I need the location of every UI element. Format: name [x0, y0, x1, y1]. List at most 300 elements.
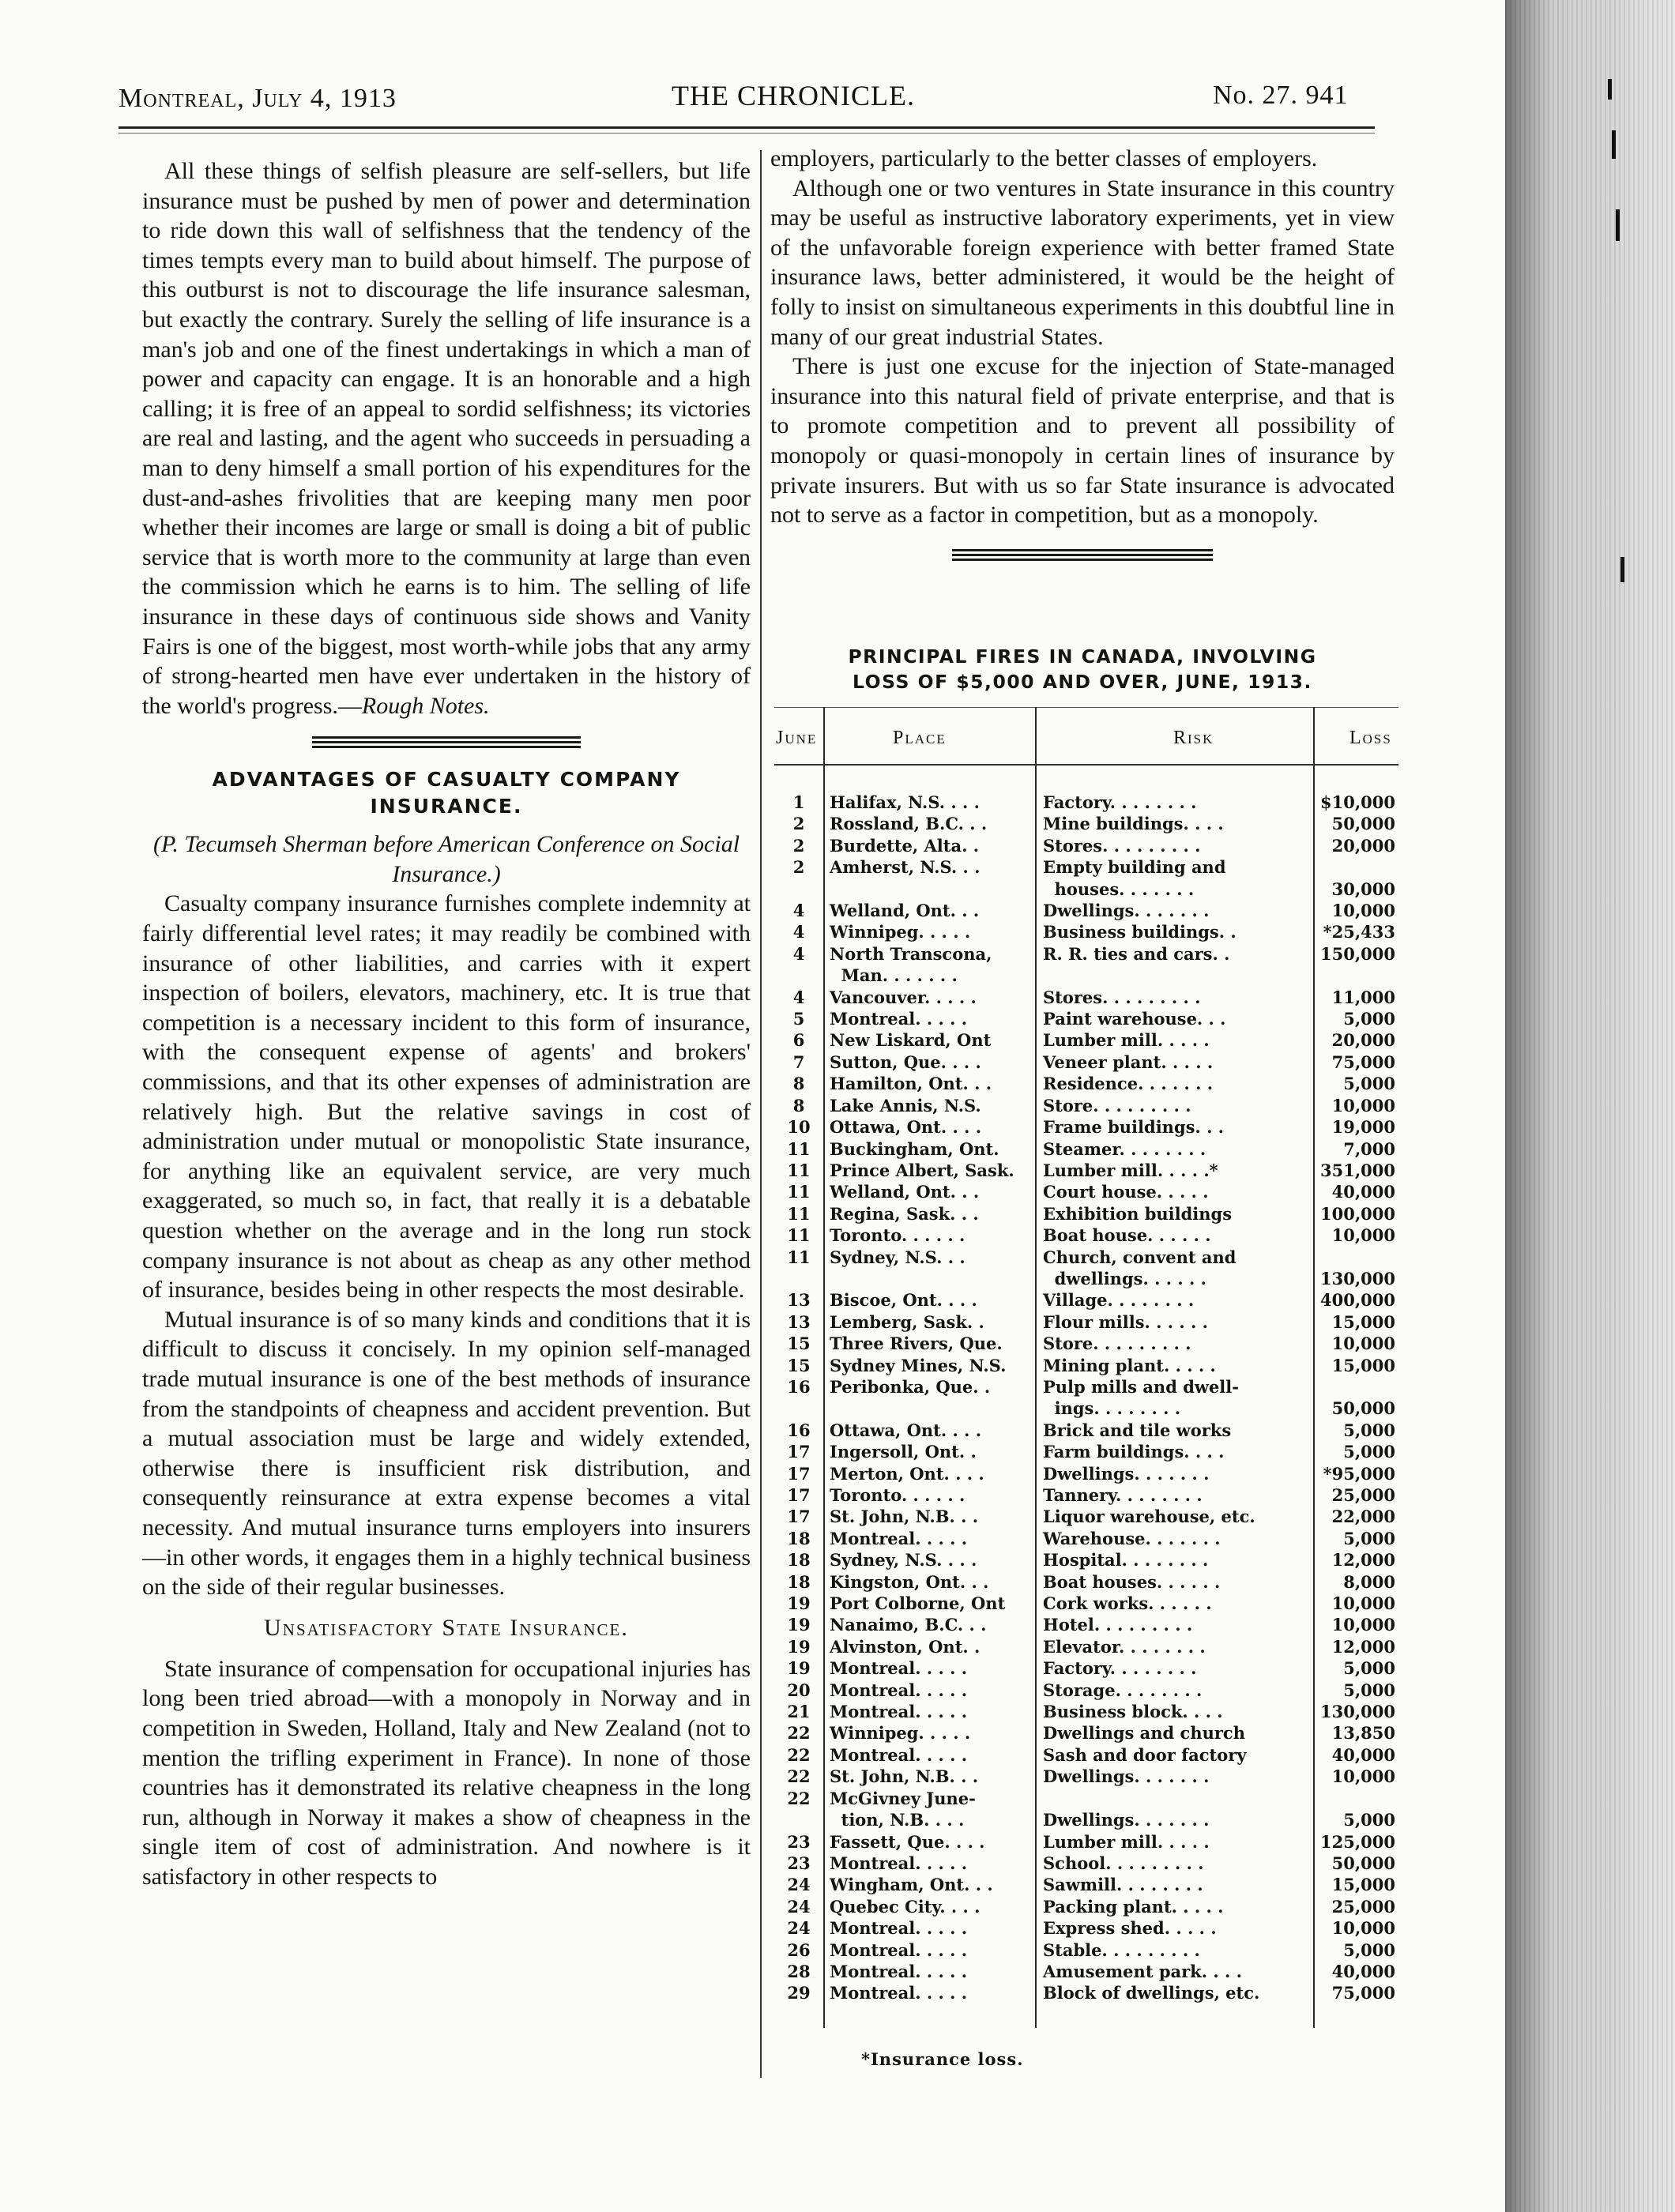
cell-june: 19 — [787, 1593, 811, 1614]
cell-loss: 5,000 — [1343, 1939, 1395, 1960]
cell-place: Montreal. . . . . — [830, 1853, 968, 1873]
cell-june: 21 — [787, 1702, 811, 1722]
cell-risk: Business block. . . . — [1043, 1702, 1223, 1722]
cell-june: 26 — [787, 1939, 811, 1960]
cell-place: Montreal. . . . . — [830, 1918, 968, 1939]
cell-june: 13 — [787, 1311, 811, 1332]
cell-place: Quebec City. . . . — [830, 1896, 981, 1917]
cell-place: Montreal. . . . . — [830, 1983, 968, 2003]
cell-place: Lake Annis, N.S. — [830, 1095, 981, 1115]
cell-june: 1 — [792, 792, 805, 812]
cell-place: tion, N.B. . . . — [830, 1810, 965, 1830]
cell-place: Welland, Ont. . . — [830, 901, 980, 921]
table-row — [774, 856, 1398, 878]
cell-loss: 50,000 — [1331, 1398, 1395, 1419]
table-header-rule — [774, 764, 1398, 766]
cell-place: Kingston, Ont. . . — [830, 1571, 989, 1592]
page-header — [119, 77, 1375, 125]
table-row — [774, 1766, 1398, 1787]
cell-loss: 150,000 — [1320, 943, 1395, 964]
cell-june: 2 — [792, 814, 805, 834]
table-row — [774, 1160, 1398, 1181]
table-row — [774, 1073, 1398, 1094]
table-row — [774, 965, 1398, 986]
article-paragraph-1: Casualty company insurance furnishes complete indemnity at fairly differential level rates; it may readily be combined with insurance of other liabilities, and carries with it expert inspection of boilers, elevators, machinery, etc. It is true that competition is a necessary incident to this form of insurance, with the consequent expense of agents' and brokers' commissions, and that its other expenses of administration are relatively high. But the relative savings in cost of administration under mutual or monopolistic State insurance, for anything like an equivalent service, are very much exaggerated, so much so, in fact, that really it is a debatable question whether on the average and in the long run stock company insurance is not about as cheap as any other method of insurance, besides being in other respects the most desirable. — [142, 890, 751, 1304]
cell-place: Fassett, Que. . . . — [830, 1831, 985, 1852]
header-rule-thin — [119, 133, 1375, 134]
table-header-place: Place — [893, 728, 947, 748]
cell-june: 2 — [792, 835, 805, 856]
cell-risk: Factory. . . . . . . . — [1043, 1658, 1197, 1679]
article-paragraph-5: There is just one excuse for the injection of State-managed insurance into this natural field of private enterprise, and that is to promote competition and to prevent all possibility of monopoly or quasi-monopoly in certain lines of insurance by private insurers. But with us so far State insurance is advocated not to serve as a factor in competition, but as a monopoly. — [770, 353, 1395, 529]
table-row — [774, 1333, 1398, 1354]
table-row — [774, 1008, 1398, 1029]
cell-june: 4 — [792, 987, 805, 1007]
table-row — [774, 1224, 1398, 1246]
article-title-line1: ADVANTAGES OF CASUALTY COMPANY — [212, 768, 681, 792]
cell-risk: Storage. . . . . . . . — [1043, 1680, 1203, 1700]
cell-loss: 10,000 — [1331, 1334, 1395, 1354]
cell-risk: School. . . . . . . . . — [1043, 1853, 1204, 1873]
table-row — [774, 792, 1398, 813]
cell-place: Welland, Ont. . . — [830, 1182, 980, 1202]
table-row — [774, 878, 1398, 900]
table-row — [774, 1116, 1398, 1138]
header-title: THE CHRONICLE. — [672, 80, 915, 111]
cell-loss: 50,000 — [1331, 814, 1395, 834]
cell-risk: Mine buildings. . . . — [1043, 814, 1224, 834]
cell-place: Three Rivers, Que. — [830, 1334, 1003, 1354]
cell-place: Burdette, Alta. . — [830, 835, 980, 856]
cell-place: Hamilton, Ont. . . — [830, 1074, 992, 1094]
cell-risk: Empty building and — [1043, 857, 1226, 878]
cell-june — [774, 1268, 823, 1289]
cell-loss: 22,000 — [1331, 1507, 1395, 1527]
table-header-risk: Risk — [1173, 728, 1214, 748]
cell-june: 28 — [787, 1961, 811, 1981]
header-issue-number: No. 27. 941 — [1213, 81, 1349, 110]
table-row — [774, 1311, 1398, 1333]
edge-mark — [1612, 130, 1616, 159]
table-row — [774, 1657, 1398, 1679]
table-row — [774, 813, 1398, 834]
cell-loss: 30,000 — [1331, 878, 1395, 899]
cell-loss: 20,000 — [1331, 835, 1395, 856]
cell-june: 29 — [787, 1983, 811, 2003]
cell-risk: Sawmill. . . . . . . . — [1043, 1875, 1203, 1895]
cell-place: Sydney, N.S. . . . — [830, 1550, 977, 1571]
fires-table-title-line1: PRINCIPAL FIRES IN CANADA, INVOLVING — [848, 645, 1317, 668]
cell-risk: Packing plant. . . . . — [1043, 1896, 1224, 1917]
cell-june: 8 — [792, 1074, 805, 1094]
cell-loss: 13,850 — [1331, 1723, 1395, 1744]
section-ornament — [312, 736, 581, 749]
cell-june: 11 — [787, 1182, 811, 1202]
cell-june: 15 — [787, 1355, 811, 1375]
cell-june: 13 — [787, 1290, 811, 1311]
cell-june: 4 — [792, 943, 805, 964]
cell-risk: Brick and tile works — [1043, 1420, 1232, 1440]
table-row — [774, 1722, 1398, 1744]
table-row — [774, 1614, 1398, 1635]
cell-place: St. John, N.B. . . — [830, 1766, 979, 1787]
cell-place: Wingham, Ont. . . — [830, 1875, 993, 1895]
cell-loss: 100,000 — [1320, 1203, 1395, 1224]
table-top-rule — [774, 707, 1398, 708]
cell-risk — [1035, 965, 1313, 986]
cell-june: 19 — [787, 1615, 811, 1635]
cell-loss: 50,000 — [1331, 1853, 1395, 1873]
cell-place: Toronto. . . . . . — [830, 1225, 965, 1246]
cell-risk: Dwellings. . . . . . . — [1043, 901, 1210, 921]
cell-june: 7 — [792, 1051, 805, 1072]
table-footnote: *Insurance loss. — [861, 2049, 1024, 2069]
cell-loss: 130,000 — [1320, 1268, 1395, 1288]
cell-loss: 25,000 — [1331, 1896, 1395, 1917]
cell-loss: 12,000 — [1331, 1636, 1395, 1657]
section-ornament — [952, 549, 1213, 562]
article-paragraph-2: Mutual insurance is of so many kinds and conditions that it is difficult to discuss it concisely. In my opinion self-managed trade mutual insurance is one of the best methods of insurance from the standpoints of cheapness and accident prevention. But a mutual association must be large and widely extended, otherwise there is insufficient risk distribution, and consequently reinsurance at extra expense becomes a vital necessity. And mutual insurance turns employers into insurers—in other words, it engages them in a highly technical business on the side of their regular businesses. — [142, 1306, 751, 1601]
cell-june: 23 — [787, 1853, 811, 1873]
cell-place — [823, 1268, 1035, 1289]
table-row — [774, 1029, 1398, 1051]
table-row — [774, 1917, 1398, 1939]
cell-risk: Lumber mill. . . . . — [1043, 1030, 1210, 1051]
cell-loss — [1313, 1247, 1398, 1268]
cell-place: Buckingham, Ont. — [830, 1138, 999, 1159]
table-row — [774, 1874, 1398, 1895]
intro-source: Rough Notes. — [361, 692, 490, 719]
table-row — [774, 835, 1398, 856]
cell-loss: 40,000 — [1331, 1744, 1395, 1765]
table-body — [774, 792, 1398, 2004]
cell-june: 5 — [792, 1009, 805, 1029]
table-row — [774, 1528, 1398, 1549]
cell-risk: Frame buildings. . . — [1043, 1117, 1225, 1138]
cell-place: Regina, Sask. . . — [830, 1203, 979, 1224]
cell-june: 24 — [787, 1918, 811, 1939]
cell-loss: 400,000 — [1320, 1290, 1395, 1311]
cell-loss: 130,000 — [1320, 1702, 1395, 1722]
cell-loss: 5,000 — [1343, 1009, 1395, 1029]
cell-loss: 351,000 — [1320, 1160, 1395, 1180]
table-row — [774, 1982, 1398, 2003]
cell-risk: Lumber mill. . . . . — [1043, 1831, 1210, 1852]
cell-place: Amherst, N.S. . . — [830, 857, 981, 878]
article-byline: (P. Tecumseh Sherman before American Conference on Social Insurance.) — [152, 831, 740, 887]
table-row — [774, 1680, 1398, 1701]
cell-place: Ingersoll, Ont. . — [830, 1442, 977, 1462]
cell-loss: 15,000 — [1331, 1311, 1395, 1332]
cell-risk: Stores. . . . . . . . . — [1043, 835, 1201, 856]
table-row — [774, 943, 1398, 965]
cell-risk: Village. . . . . . . . — [1043, 1290, 1195, 1311]
cell-risk: Warehouse. . . . . . . — [1043, 1528, 1221, 1548]
header-rule — [119, 126, 1375, 129]
cell-risk: ings. . . . . . . . — [1043, 1398, 1181, 1419]
cell-loss: 40,000 — [1331, 1182, 1395, 1202]
cell-risk: Paint warehouse. . . — [1043, 1009, 1226, 1029]
cell-place: Montreal. . . . . — [830, 1744, 968, 1765]
cell-june: 17 — [787, 1507, 811, 1527]
cell-loss: $10,000 — [1320, 792, 1395, 812]
cell-risk: Veneer plant. . . . . — [1043, 1051, 1214, 1072]
intro-text: All these things of selfish pleasure are self-sellers, but life insurance must be pushed by men of power and determination to ride down this wall of selfishness that the tendency of the times tempts every man to build about himself. The purpose of this outburst is not to discourage the life insurance salesman, but exactly the contrary. Surely the selling of life insurance is a man's job and one of the finest undertakings in which a man of power and capacity can engage. It is an honorable and a high calling; it is free of an appeal to sordid selfishness; its victories are real and lasting, and the agent who succeeds in persuading a man to deny himself a small portion of his expenditures for the dust-and-ashes frivolities that are keeping many men poor whether their incomes are large or small is doing a bit of public service that is worth more to the community at large than even the commission which he earns is to him. The selling of life insurance in these days of continuous side shows and Vanity Fairs is one of the biggest, most worth-while jobs that any army of strong-hearted men have ever undertaken in the history of the world's progress.— — [142, 158, 751, 719]
cell-june: 2 — [792, 857, 805, 878]
cell-june: 10 — [787, 1117, 811, 1138]
cell-risk: Exhibition buildings — [1043, 1203, 1233, 1224]
table-row — [774, 1247, 1398, 1268]
cell-loss: 10,000 — [1331, 1225, 1395, 1246]
table-header-june: June — [776, 728, 818, 748]
cell-place: Peribonka, Que. . — [830, 1376, 991, 1397]
table-row — [774, 1744, 1398, 1766]
column-divider — [760, 150, 762, 2078]
cell-risk: Block of dwellings, etc. — [1043, 1983, 1260, 2003]
cell-risk: Church, convent and — [1043, 1247, 1236, 1267]
table-row — [774, 1051, 1398, 1073]
cell-risk: Hotel. . . . . . . . . — [1043, 1615, 1193, 1635]
cell-loss: 10,000 — [1331, 1766, 1395, 1787]
cell-place: Nanaimo, B.C. . . — [830, 1615, 987, 1635]
article-paragraph-continued: employers, particularly to the better classes of employers. — [770, 145, 1318, 171]
table-row — [774, 1571, 1398, 1593]
edge-mark — [1608, 79, 1612, 100]
cell-place: Alvinston, Ont. . — [830, 1636, 981, 1657]
cell-place: McGivney June- — [830, 1788, 976, 1808]
cell-june: 8 — [792, 1095, 805, 1115]
cell-loss: 75,000 — [1331, 1983, 1395, 2003]
table-row — [774, 1853, 1398, 1874]
cell-risk: Store. . . . . . . . . — [1043, 1095, 1191, 1115]
cell-june: 19 — [787, 1636, 811, 1657]
cell-loss: 125,000 — [1320, 1831, 1395, 1852]
cell-place: Montreal. . . . . — [830, 1528, 968, 1548]
cell-june: 11 — [787, 1138, 811, 1159]
cell-risk: Amusement park. . . . — [1043, 1961, 1242, 1981]
cell-june: 22 — [787, 1723, 811, 1744]
cell-june: 22 — [787, 1788, 811, 1808]
cell-june: 23 — [787, 1831, 811, 1852]
cell-loss: 5,000 — [1343, 1442, 1395, 1462]
cell-place: Sydney, N.S. . . — [830, 1247, 965, 1267]
fires-table-title-line2: LOSS OF $5,000 AND OVER, JUNE, 1913. — [853, 671, 1312, 693]
cell-place: Montreal. . . . . — [830, 1658, 968, 1679]
article-paragraph-3: State insurance of compensation for occupational injuries has long been tried abroad—with a monopoly in Norway and in competition in Sweden, Holland, Italy and New Zealand (not to mention the trifling experiment in France). In none of those countries has it demonstrated its relative cheapness in the long run, although in Norway it makes a show of cheapness in the single item of cost of administration. And nowhere is it satisfactory in other respects to — [142, 1655, 751, 1890]
fires-table-title — [782, 644, 1383, 694]
table-row — [774, 1593, 1398, 1614]
table-row — [774, 1961, 1398, 1982]
cell-risk: Flour mills. . . . . . — [1043, 1311, 1208, 1332]
cell-risk: Stores. . . . . . . . . — [1043, 987, 1201, 1007]
cell-june: 22 — [787, 1744, 811, 1765]
table-header-loss: Loss — [1349, 728, 1392, 748]
cell-june: 24 — [787, 1896, 811, 1917]
cell-place: Sutton, Que. . . . — [830, 1051, 981, 1072]
table-row — [774, 1549, 1398, 1571]
cell-risk: Express shed. . . . . — [1043, 1918, 1217, 1939]
cell-place: Montreal. . . . . — [830, 1702, 968, 1722]
cell-loss: *25,433 — [1323, 922, 1395, 942]
table-row — [774, 1268, 1398, 1289]
header-dateline: Montreal, July 4, 1913 — [119, 84, 397, 113]
cell-loss: 5,000 — [1343, 1528, 1395, 1548]
cell-place: Montreal. . . . . — [830, 1009, 968, 1029]
cell-loss — [1313, 856, 1398, 878]
cell-loss: 10,000 — [1331, 1593, 1395, 1614]
cell-loss: 15,000 — [1331, 1355, 1395, 1375]
cell-risk: Business buildings. . — [1043, 922, 1236, 942]
cell-risk: Steamer. . . . . . . . — [1043, 1138, 1206, 1159]
cell-june: 16 — [787, 1376, 811, 1397]
cell-june: 11 — [787, 1203, 811, 1224]
cell-loss: 19,000 — [1331, 1117, 1395, 1138]
cell-loss: 8,000 — [1343, 1571, 1395, 1592]
cell-loss: 10,000 — [1331, 1095, 1395, 1115]
cell-place: Winnipeg. . . . . — [830, 1723, 971, 1744]
table-row — [774, 1398, 1398, 1419]
table-row — [774, 921, 1398, 942]
table-row — [774, 1289, 1398, 1311]
table-row — [774, 1831, 1398, 1853]
article-title-line2: INSURANCE. — [370, 795, 523, 818]
cell-place — [823, 878, 1035, 900]
cell-risk: Pulp mills and dwell- — [1043, 1376, 1239, 1397]
table-row — [774, 1636, 1398, 1657]
cell-loss — [1313, 1788, 1398, 1809]
cell-june: 11 — [787, 1160, 811, 1180]
cell-june: 19 — [787, 1658, 811, 1679]
table-row — [774, 1506, 1398, 1527]
cell-june: 11 — [787, 1225, 811, 1246]
table-row — [774, 1701, 1398, 1722]
cell-june: 6 — [792, 1030, 805, 1051]
cell-risk: Elevator. . . . . . . . — [1043, 1636, 1206, 1657]
table-row — [774, 1896, 1398, 1917]
cell-risk: Liquor warehouse, etc. — [1043, 1507, 1255, 1527]
table-row — [774, 1463, 1398, 1484]
cell-place: Man. . . . . . . — [830, 965, 958, 986]
table-row — [774, 1939, 1398, 1961]
cell-loss: 5,000 — [1343, 1074, 1395, 1094]
cell-risk: Sash and door factory — [1043, 1744, 1247, 1765]
cell-place: St. John, N.B. . . — [830, 1507, 979, 1527]
table-row — [774, 1095, 1398, 1116]
cell-place: Montreal. . . . . — [830, 1961, 968, 1981]
cell-risk: Factory. . . . . . . . — [1043, 792, 1197, 812]
table-row — [774, 1355, 1398, 1376]
page-edge-binding — [1505, 0, 1675, 2212]
edge-mark — [1620, 557, 1624, 582]
cell-loss: 10,000 — [1331, 901, 1395, 921]
cell-risk: Hospital. . . . . . . . — [1043, 1550, 1209, 1571]
cell-place: Halifax, N.S. . . . — [830, 792, 980, 812]
cell-loss: 10,000 — [1331, 1615, 1395, 1635]
cell-risk: Dwellings. . . . . . . — [1043, 1766, 1210, 1787]
cell-place: Winnipeg. . . . . — [830, 922, 971, 942]
cell-risk: Boat houses. . . . . . — [1043, 1571, 1221, 1592]
cell-risk: Mining plant. . . . . — [1043, 1355, 1216, 1375]
cell-place: Sydney Mines, N.S. — [830, 1355, 1007, 1375]
table-row — [774, 1809, 1398, 1830]
table-row — [774, 987, 1398, 1008]
cell-june: 24 — [787, 1875, 811, 1895]
article-title — [142, 766, 751, 820]
table-row — [774, 1484, 1398, 1506]
cell-place: Montreal. . . . . — [830, 1939, 968, 1960]
article-paragraph-4: Although one or two ventures in State insurance in this country may be useful as instructive laboratory experiments, yet in view of the unfavorable foreign experience with better framed State insurance laws, better administered, it would be the height of folly to insist on simultaneous experiments in this doubtful line in many of our great industrial States. — [770, 175, 1395, 350]
cell-risk: dwellings. . . . . . — [1043, 1268, 1206, 1288]
cell-risk: Dwellings. . . . . . . — [1043, 1810, 1210, 1830]
cell-risk: R. R. ties and cars. . — [1043, 943, 1230, 964]
cell-loss — [1313, 1376, 1398, 1398]
cell-june: 16 — [787, 1420, 811, 1440]
cell-june: 11 — [787, 1247, 811, 1267]
cell-loss: 75,000 — [1331, 1051, 1395, 1072]
cell-risk: Dwellings and church — [1043, 1723, 1245, 1744]
cell-place: North Transcona, — [830, 943, 992, 964]
cell-place — [823, 1398, 1035, 1419]
cell-place: Rossland, B.C. . . — [830, 814, 988, 834]
cell-june: 4 — [792, 922, 805, 942]
cell-loss: 15,000 — [1331, 1875, 1395, 1895]
cell-risk: Boat house. . . . . . — [1043, 1225, 1211, 1246]
cell-risk: Stable. . . . . . . . . — [1043, 1939, 1200, 1960]
table-row — [774, 1788, 1398, 1809]
table-row — [774, 1181, 1398, 1202]
cell-risk: Tannery. . . . . . . . — [1043, 1485, 1203, 1505]
cell-place: Ottawa, Ont. . . . — [830, 1420, 982, 1440]
left-column — [142, 156, 751, 1891]
cell-june — [774, 878, 823, 900]
cell-june: 15 — [787, 1334, 811, 1354]
table-row — [774, 900, 1398, 921]
subheading: Unsatisfactory State Insurance. — [264, 1614, 629, 1641]
cell-loss: 5,000 — [1343, 1420, 1395, 1440]
cell-place: Ottawa, Ont. . . . — [830, 1117, 982, 1138]
cell-loss: 25,000 — [1331, 1485, 1395, 1505]
cell-place: New Liskard, Ont — [830, 1030, 992, 1051]
table-row — [774, 1203, 1398, 1224]
right-column — [770, 144, 1395, 579]
cell-june: 17 — [787, 1485, 811, 1505]
cell-june — [774, 965, 823, 986]
cell-june: 18 — [787, 1571, 811, 1592]
cell-june: 17 — [787, 1442, 811, 1462]
table-row — [774, 1441, 1398, 1462]
cell-place: Montreal. . . . . — [830, 1680, 968, 1700]
cell-risk: Store. . . . . . . . . — [1043, 1334, 1191, 1354]
cell-june — [774, 1398, 823, 1419]
cell-june: 18 — [787, 1550, 811, 1571]
cell-loss — [1313, 965, 1398, 986]
cell-place: Prince Albert, Sask. — [830, 1160, 1014, 1180]
cell-loss: 5,000 — [1343, 1810, 1395, 1830]
cell-loss: 20,000 — [1331, 1030, 1395, 1051]
cell-risk: houses. . . . . . . — [1043, 878, 1195, 899]
fires-table — [774, 707, 1398, 2034]
cell-june: 4 — [792, 901, 805, 921]
cell-place: Toronto. . . . . . — [830, 1485, 965, 1505]
cell-risk: Farm buildings. . . . — [1043, 1442, 1225, 1462]
cell-loss: 10,000 — [1331, 1918, 1395, 1939]
cell-loss: 5,000 — [1343, 1680, 1395, 1700]
cell-june: 22 — [787, 1766, 811, 1787]
cell-risk: Court house. . . . . — [1043, 1182, 1209, 1202]
cell-place: Merton, Ont. . . . — [830, 1463, 984, 1484]
cell-place: Port Colborne, Ont — [830, 1593, 1006, 1614]
cell-risk: Residence. . . . . . . — [1043, 1074, 1214, 1094]
